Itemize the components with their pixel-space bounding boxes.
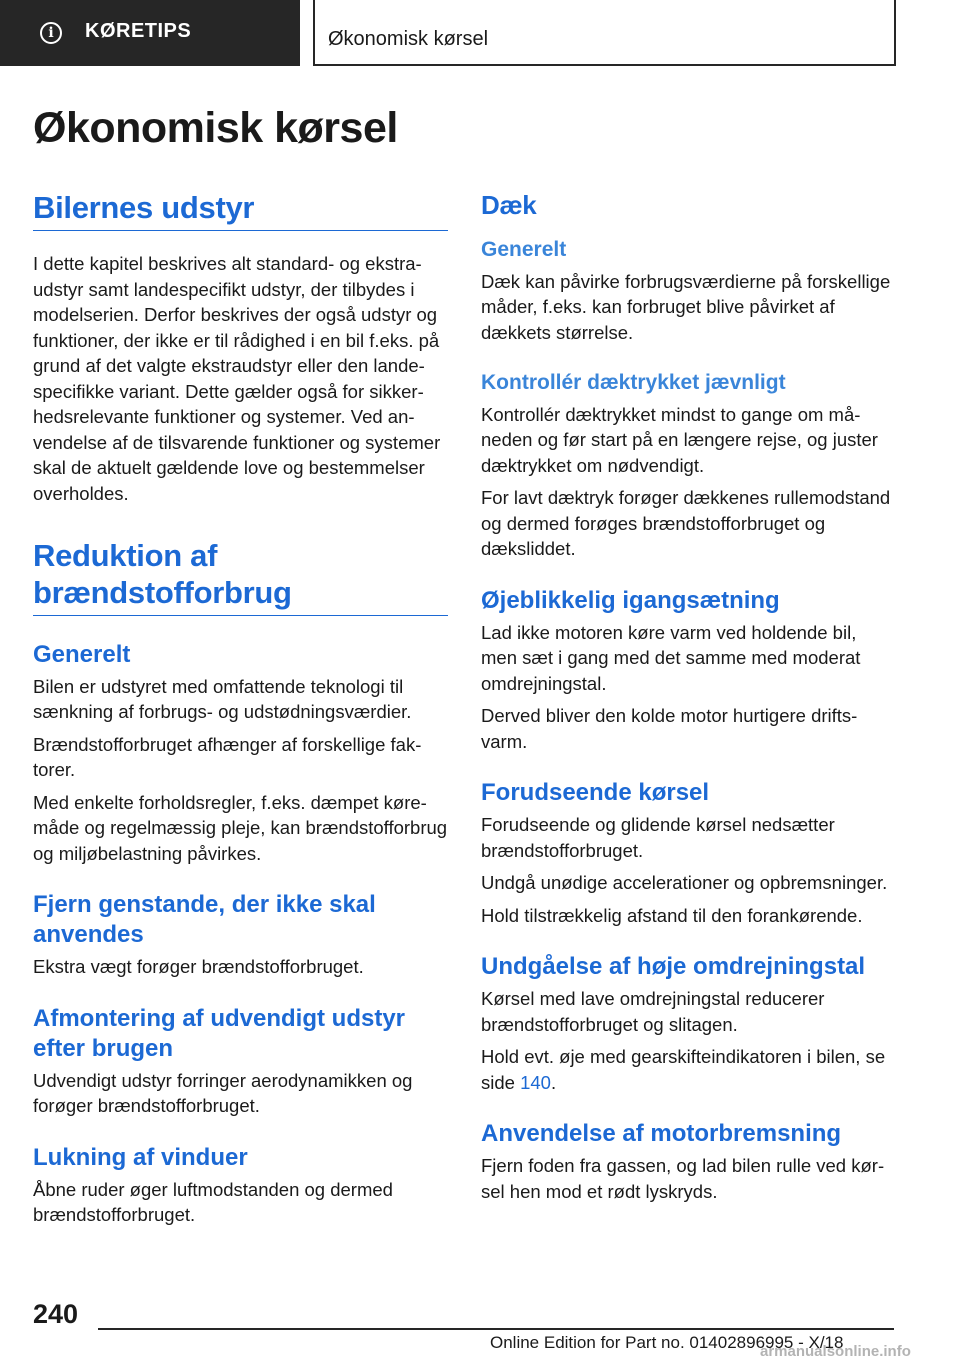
remove-exterior-text: Udvendigt udstyr forringer aerodynamikken og forøger brændstofforbruget. [33,1069,413,1117]
info-icon: i [40,22,62,44]
gear-indicator-ref-text: Hold evt. øje med gearskifteindikatoren i bilen, se side [481,1046,886,1093]
tyres-general-text: Dæk kan påvirke forbrugsværdierne på forskellige måder, f.eks. kan forbruget blive påvirket af dækkets størrelse. [481,270,891,343]
anticipatory-text-2: Undgå unødige accelerationer og opbremsninger. [481,872,888,893]
period: . [550,1071,557,1093]
subheading-close-windows: Lukning af vinduer [33,1143,248,1171]
section-tab [0,0,300,66]
footer-edition: Online Edition for Part no. 01402896995 - X/18 [490,1333,844,1352]
general-text-2: Brændstofforbruget afhænger af forskellige faktorer. [33,733,422,781]
header-divider [313,0,315,66]
general-text-3: Med enkelte forholdsregler, f.eks. dæmpet køremåde og regelmæssig pleje, kan brændstofforbrug og miljøbelastning påvirkes. [33,791,448,864]
check-pressure-text-2: For lavt dæktryk forøger dækkenes rullemodstand og dermed forøges brændstofforbruget og dæksliddet. [481,487,891,559]
subheading-general: Generelt [33,640,131,668]
section-tag: KØRETIPS [85,20,192,42]
anticipatory-text-1: Forudseende og glidende kørsel nedsætter brændstofforbruget. [481,814,835,861]
avoid-high-rpm-text-2 [481,1044,895,1095]
watermark: armanualsonline.info [760,1343,911,1360]
page-title: Økonomisk kørsel [33,104,398,152]
subheading-check-pressure: Kontrollér dæktrykket jævnligt [481,371,786,395]
left-column [33,190,448,1228]
page-header [0,0,960,66]
subheading-anticipatory-driving: Forudseende kørsel [481,779,710,806]
immediate-start-text-1: Lad ikke motoren køre varm ved holdende bil, men sæt i gang med det samme med moderat omdrejningstal. [481,621,861,694]
general-text-1: Bilen er udstyret med omfattende teknologi til sænkning af forbrugs- og udstødningsværdier. [33,675,412,723]
page-link-140[interactable]: 140 [520,1071,551,1093]
subheading-tyres-general: Generelt [481,238,567,262]
equipment-text: I dette kapitel beskrives alt standard- og ekstraudstyr samt landespecifikt udstyr, der tilbydes i modelserien. Derfor beskrives der også udstyr og funktioner, der ikke er til rådighed i en bil f.eks. på grund af det valgte ekstraudstyr eller den landespecifikke variant. Dette gælder også for sikkerhedsrelevante funktioner og systemer. Ved anvendelse af de tilsvarende funktioner og systemer skal de aktuelt gældende love og bestemmelser overholdes. [33,253,441,504]
remove-items-text: Ekstra vægt forøger brændstofforbruget. [33,956,364,978]
subheading-remove-exterior: Afmontering af udvendigt udstyr efter brugen [33,1004,405,1062]
page-number: 240 [33,1299,79,1329]
subheading-immediate-start: Øjeblikkelig igangsætning [481,586,780,614]
subheading-remove-items: Fjern genstande, der ikke skal anvendes [33,891,376,949]
chapter-title: Økonomisk kørsel [328,28,489,50]
check-pressure-text-1: Kontrollér dæktrykket mindst to gange om måneden og før start på en længere rejse, og juster dæktrykket om nødvendigt. [481,403,878,476]
engine-braking-text: Fjern foden fra gassen, og lad bilen rulle ved kørsel hen mod et rødt lyskryds. [481,1155,885,1202]
section-heading-tyres: Dæk [481,190,537,220]
avoid-high-rpm-text-1: Kørsel med lave omdrejningstal reducerer brændstofforbruget og slitagen. [481,988,825,1035]
subheading-engine-braking: Anvendelse af motorbremsning [481,1120,842,1147]
close-windows-text: Åbne ruder øger luftmodstanden og dermed brændstofforbruget. [33,1178,393,1226]
section-heading-equipment: Bilernes udstyr [33,190,448,231]
right-column [481,190,895,1204]
subheading-avoid-high-rpm: Undgåelse af høje omdrejningstal [481,953,866,980]
immediate-start-text-2: Derved bliver den kolde motor hurtigere driftsvarm. [481,705,858,752]
footer-rule [98,1328,894,1330]
anticipatory-text-3: Hold tilstrækkelig afstand til den forankørende. [481,904,863,926]
section-heading-fuel-reduction: Reduktion af brændstofforbrug [33,538,448,616]
